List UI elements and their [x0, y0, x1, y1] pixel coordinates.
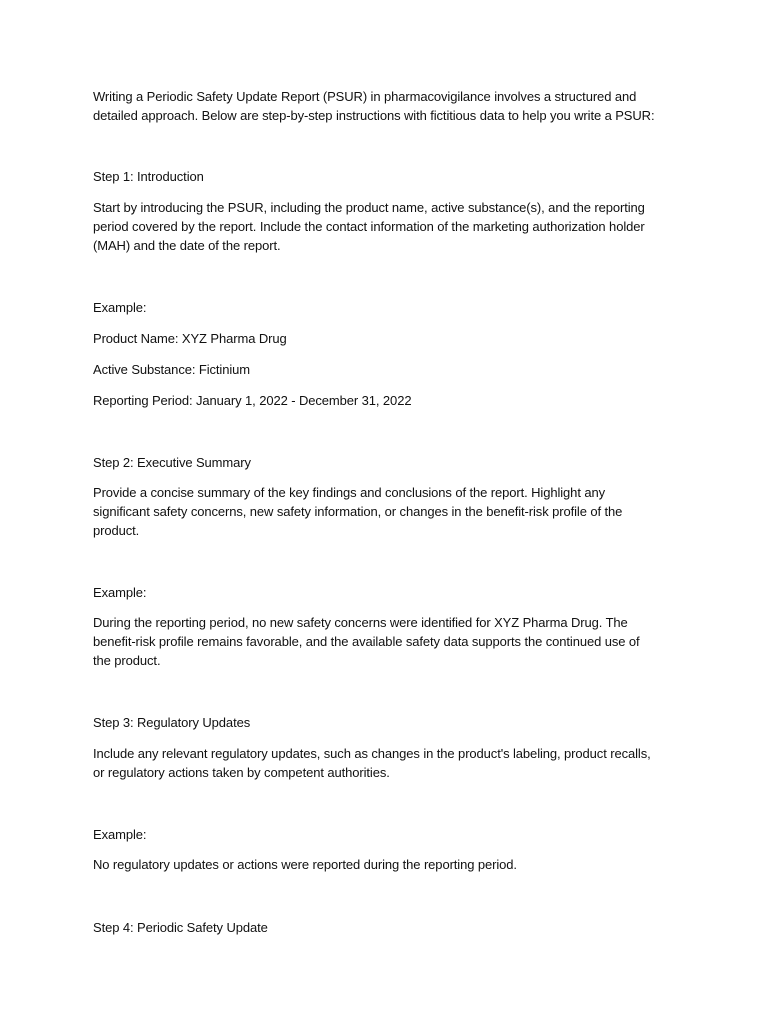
step-2-body-line: product.: [93, 523, 140, 538]
step-3-example-label: Example:: [93, 827, 147, 842]
step-1-body-line: period covered by the report. Include the contact information of the marketing authorization holder: [93, 219, 645, 234]
step-2-heading: Step 2: Executive Summary: [93, 455, 251, 470]
step-1-example-line: Product Name: XYZ Pharma Drug: [93, 331, 287, 346]
step-4-heading: Step 4: Periodic Safety Update: [93, 920, 268, 935]
intro-line: Writing a Periodic Safety Update Report (PSUR) in pharmacovigilance involves a structured and: [93, 89, 637, 104]
step-3-heading: Step 3: Regulatory Updates: [93, 715, 251, 730]
step-2-example-label: Example:: [93, 585, 147, 600]
step-2-example-line: During the reporting period, no new safety concerns were identified for XYZ Pharma Drug. The: [93, 615, 628, 630]
step-1-example-line: Active Substance: Fictinium: [93, 362, 250, 377]
step-1-example-line: Reporting Period: January 1, 2022 - December 31, 2022: [93, 393, 412, 408]
intro-line: detailed approach. Below are step-by-step instructions with fictitious data to help you write a PSUR:: [93, 108, 655, 123]
step-2-body-line: significant safety concerns, new safety information, or changes in the benefit-risk profile of the: [93, 504, 623, 519]
step-3-example-line: No regulatory updates or actions were reported during the reporting period.: [93, 857, 517, 872]
step-1-body-line: (MAH) and the date of the report.: [93, 238, 281, 253]
step-2-example-line: benefit-risk profile remains favorable, and the available safety data supports the continued use of: [93, 634, 640, 649]
step-3-body-line: Include any relevant regulatory updates, such as changes in the product's labeling, product recalls,: [93, 746, 651, 761]
step-3-body-line: or regulatory actions taken by competent authorities.: [93, 765, 390, 780]
step-2-example-line: the product.: [93, 653, 161, 668]
step-1-example-label: Example:: [93, 300, 147, 315]
step-1-body-line: Start by introducing the PSUR, including the product name, active substance(s), and the reporting: [93, 200, 645, 215]
step-1-heading: Step 1: Introduction: [93, 169, 204, 184]
step-2-body-line: Provide a concise summary of the key findings and conclusions of the report. Highlight any: [93, 485, 605, 500]
